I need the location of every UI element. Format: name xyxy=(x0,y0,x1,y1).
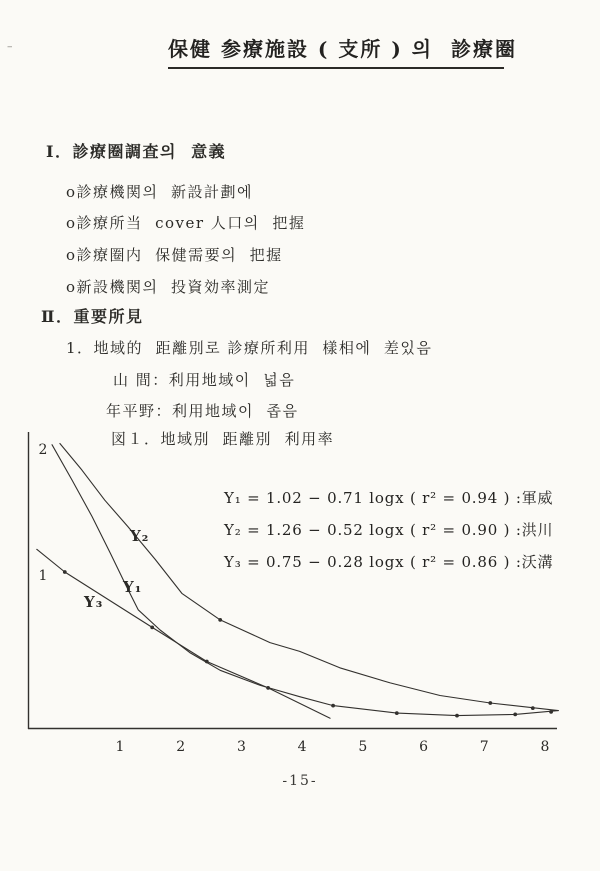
x-tick-label: 6 xyxy=(419,739,429,755)
data-point-marker xyxy=(266,686,270,690)
curve-label-2: Y₂ xyxy=(130,527,150,545)
figure-caption: 図１．地域別 距離別 利用率 xyxy=(111,430,335,448)
data-point-marker xyxy=(488,701,492,705)
x-tick-label: 8 xyxy=(540,739,550,755)
equation-line-3: Y₃ = 0.75 − 0.28 logx ( r² = 0.86 ) :沃溝 xyxy=(224,553,554,571)
mountain-line: 山 間：利用地域이 넓음 xyxy=(113,371,296,389)
data-point-marker xyxy=(395,711,399,715)
y-axis-label: 1 xyxy=(38,568,48,584)
x-tick-label: 7 xyxy=(479,739,489,755)
data-point-marker xyxy=(63,570,67,574)
page-title: 保健 参療施設 ( 支所 ) 의 診療圈 xyxy=(168,33,504,69)
plain-line: 年平野：利用地域이 좁음 xyxy=(106,402,299,420)
y-axis-label: 2 xyxy=(38,442,48,458)
data-point-marker xyxy=(150,626,154,630)
data-point-marker xyxy=(549,710,553,714)
data-point-marker xyxy=(218,618,222,622)
data-point-marker xyxy=(331,704,335,708)
data-point-marker xyxy=(455,714,459,718)
finding-line: 1．地域的 距離別로 診療所利用 樣相에 差있음 xyxy=(66,339,433,357)
equation-line-2: Y₂ = 1.26 − 0.52 logx ( r² = 0.90 ) :洪川 xyxy=(224,521,554,539)
section-1-heading: Ⅰ．診療圈調査의 意義 xyxy=(46,142,227,161)
equation-line-1: Y₁ = 1.02 − 0.71 logx ( r² = 0.94 ) :軍威 xyxy=(224,489,554,507)
x-tick-label: 2 xyxy=(176,739,186,755)
x-tick-label: 1 xyxy=(115,739,125,755)
section-2-heading: Ⅱ．重要所見 xyxy=(41,307,144,326)
bullet-item-2: o診療所当 cover 人口의 把握 xyxy=(66,214,306,232)
x-tick-label: 5 xyxy=(358,739,368,755)
scan-stray-mark: – xyxy=(7,40,13,53)
data-point-marker xyxy=(513,713,517,717)
bullet-item-3: o診療圈内 保健需要의 把握 xyxy=(66,246,283,264)
curve-label-3: Y₃ xyxy=(84,593,104,611)
bullet-item-1: o診療機関의 新設計劃에 xyxy=(66,183,254,201)
x-tick-label: 4 xyxy=(297,739,307,755)
page-number: -15- xyxy=(282,773,318,789)
curve-label-1: Y₁ xyxy=(123,578,143,596)
bullet-item-4: o新設機関의 投資効率測定 xyxy=(66,278,271,296)
data-point-marker xyxy=(205,660,209,664)
data-point-marker xyxy=(531,706,535,710)
x-tick-label: 3 xyxy=(236,739,246,755)
